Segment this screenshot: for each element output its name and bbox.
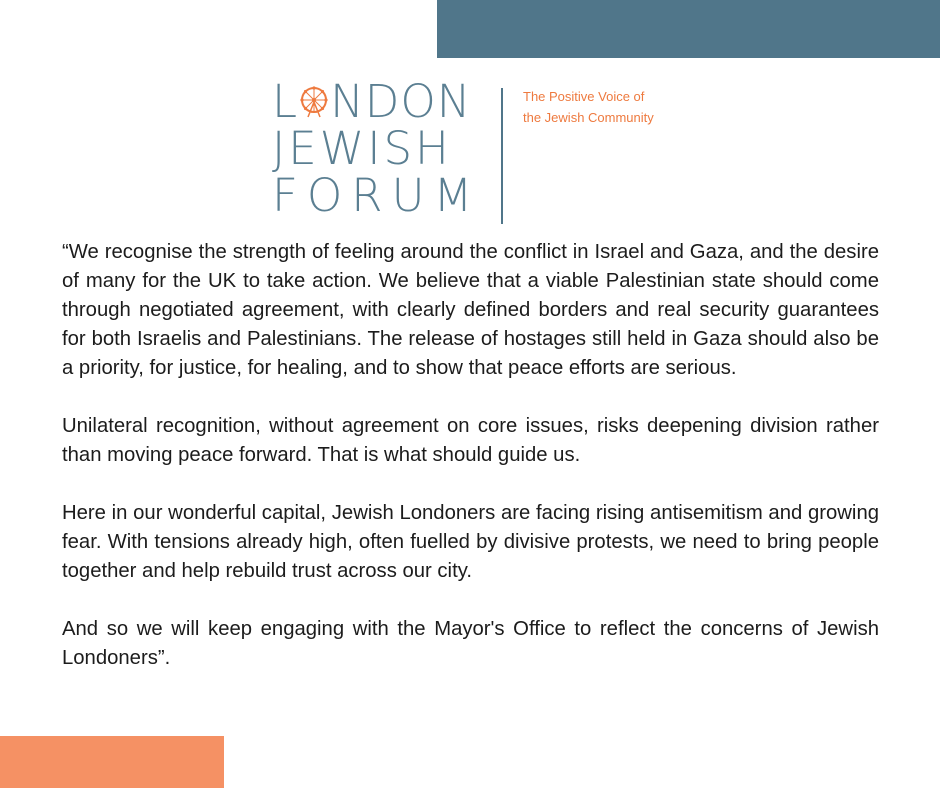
logo-divider [501, 88, 503, 224]
bottom-accent-bar [0, 736, 224, 788]
london-jewish-forum-logo [272, 75, 482, 222]
top-accent-bar [437, 0, 940, 58]
statement-paragraph: And so we will keep engaging with the Mayor's Office to reflect the concerns of Jewish Londoners”. [62, 618, 879, 669]
tagline [523, 86, 654, 128]
logo-letters-ndon: NDON [330, 75, 472, 128]
tagline-line-1: The Positive Voice of [523, 89, 645, 104]
tagline-line-2: the Jewish Community [523, 110, 654, 125]
statement-paragraph: Unilateral recognition, without agreement on core issues, risks deepening division rather than moving peace forward. That is what should guide us. [62, 415, 879, 466]
ferris-wheel-icon [299, 85, 329, 118]
statement-body [62, 238, 879, 702]
logo-line-london [272, 75, 472, 128]
statement-paragraph: “We recognise the strength of feeling around the conflict in Israel and Gaza, and the desire of many for the UK to take action. We believe that a viable Palestinian state should come through negotiated agreement, with clearly defined borders and real security guarantees for both Israelis and Palestinians. The release of hostages still held in Gaza should also be a priority, for justice, for healing, and to show that peace efforts are serious. [62, 241, 879, 379]
logo-line-forum: FORUM [272, 169, 482, 222]
statement-paragraph: Here in our wonderful capital, Jewish Londoners are facing rising antisemitism and growing fear. With tensions already high, often fuelled by divisive protests, we need to bring people together and help rebuild trust across our city. [62, 502, 879, 582]
logo-letter-l: L [272, 75, 299, 128]
logo-line-jewish: JEWISH [272, 122, 452, 175]
